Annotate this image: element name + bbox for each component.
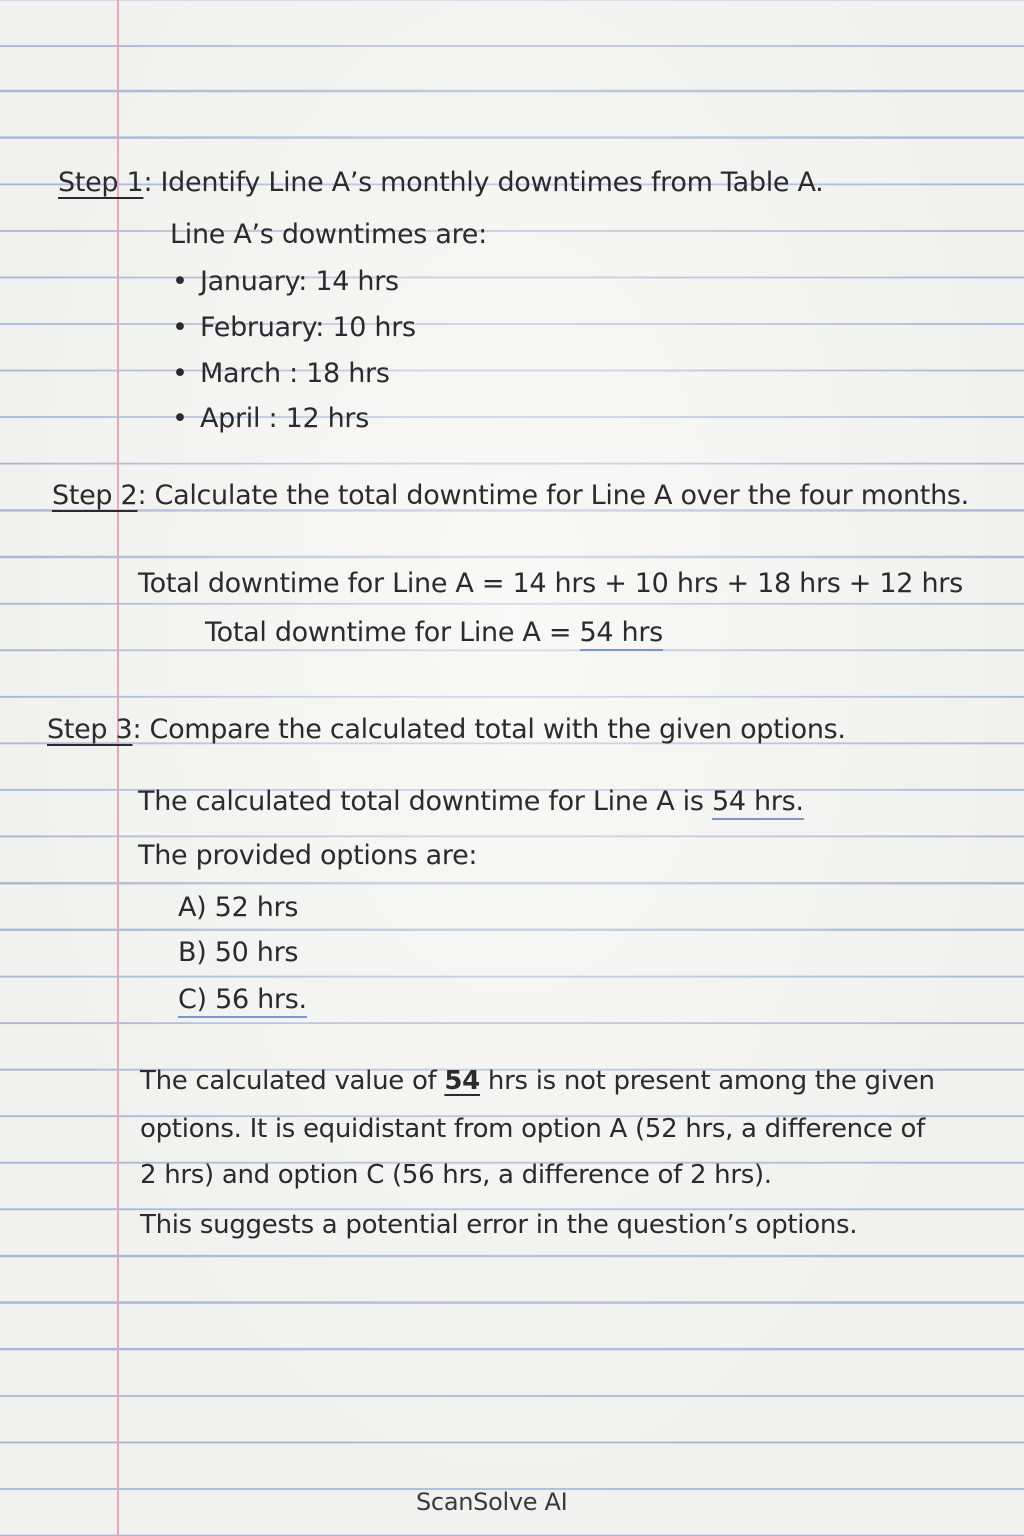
conclusion-line-2: options. It is equidistant from option A (52 hrs, a difference of <box>140 1114 925 1144</box>
step2-heading <box>52 480 969 511</box>
step3-label: Step 3 <box>47 714 133 745</box>
option-b: B) 50 hrs <box>178 937 299 968</box>
step2-result: Total downtime for Line A = 54 hrs <box>205 617 663 648</box>
list-item-april: • April : 12 hrs <box>172 403 369 434</box>
step1-label: Step 1 <box>58 167 144 198</box>
step3-calc: The calculated total downtime for Line A is 54 hrs. <box>138 786 804 817</box>
step2-label: Step 2 <box>52 480 138 511</box>
list-item-february: • February: 10 hrs <box>172 312 416 343</box>
list-item-january: • January: 14 hrs <box>172 266 399 297</box>
brand-footer: ScanSolve AI <box>416 1488 568 1516</box>
step2-result-value: 54 hrs <box>580 617 663 651</box>
conclusion-line-3: 2 hrs) and option C (56 hrs, a difference of 2 hrs). <box>140 1160 772 1190</box>
step3-calc-value: 54 hrs. <box>712 786 804 820</box>
step3-options-intro: The provided options are: <box>138 840 478 871</box>
step3-heading <box>47 714 846 745</box>
step2-heading-text: : Calculate the total downtime for Line A over the four months. <box>137 480 969 511</box>
margin-line <box>117 0 119 1536</box>
step2-equation: Total downtime for Line A = 14 hrs + 10 hrs + 18 hrs + 12 hrs <box>138 568 963 599</box>
step1-intro: Line A’s downtimes are: <box>170 219 487 250</box>
step1-heading-text: : Identify Line A’s monthly downtimes from Table A. <box>143 167 824 198</box>
option-a: A) 52 hrs <box>178 892 299 923</box>
conclusion-line-4: This suggests a potential error in the question’s options. <box>140 1210 858 1240</box>
list-item-march: • March : 18 hrs <box>172 358 390 389</box>
step3-heading-text: : Compare the calculated total with the given options. <box>132 714 846 745</box>
highlighted-value: 54 <box>444 1066 480 1096</box>
conclusion-line-1: The calculated value of 54 hrs is not present among the given <box>140 1066 935 1096</box>
step1-heading <box>58 167 823 198</box>
option-c: C) 56 hrs. <box>178 984 307 1015</box>
